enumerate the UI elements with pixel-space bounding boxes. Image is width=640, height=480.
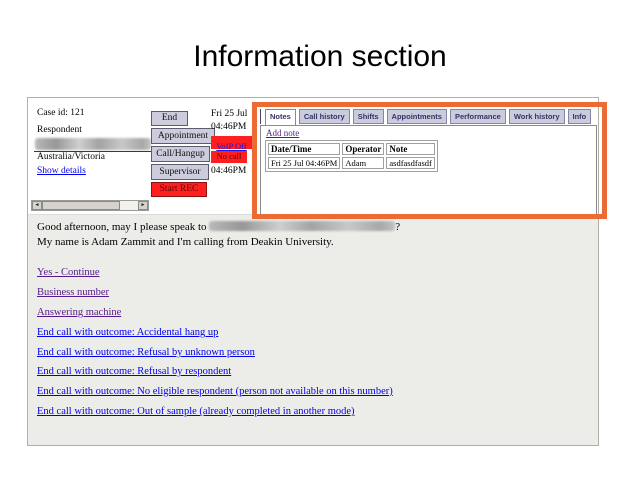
- notes-header-note: Note: [386, 143, 434, 155]
- note-operator-cell: Adam: [342, 157, 384, 169]
- respondent-label: Respondent: [37, 125, 82, 135]
- outcome-link-refusal-respondent[interactable]: End call with outcome: Refusal by respondent: [37, 366, 232, 377]
- script-intro-line: [37, 221, 400, 233]
- notes-table-header-row: [268, 143, 435, 155]
- outcome-link-out-of-sample[interactable]: End call with outcome: Out of sample (already completed in another mode): [37, 406, 355, 417]
- location-text: Australia/Victoria: [37, 152, 106, 162]
- scrollbar-track[interactable]: [120, 201, 138, 210]
- outcome-link-answering-machine[interactable]: Answering machine: [37, 307, 122, 318]
- tab-call-history[interactable]: Call history: [299, 109, 350, 124]
- notes-panel: [260, 125, 597, 218]
- outcome-link-business-number[interactable]: Business number: [37, 287, 110, 298]
- voip-toggle-link[interactable]: VoIP Off: [216, 141, 247, 151]
- call-time-bottom: 04:46PM: [211, 166, 247, 176]
- end-button[interactable]: End: [151, 111, 188, 126]
- page-title: Information section: [193, 40, 447, 73]
- appointment-button[interactable]: Appointment: [151, 128, 215, 144]
- no-call-status-badge: No call: [211, 151, 247, 163]
- respondent-name-redacted: [35, 138, 151, 150]
- tabbar-left-tick: [260, 109, 261, 124]
- outcome-link-accidental-hangup[interactable]: End call with outcome: Accidental hang up: [37, 327, 219, 338]
- scrollbar-thumb[interactable]: [42, 201, 120, 210]
- outcome-link-no-eligible-respondent[interactable]: End call with outcome: No eligible respondent (person not available on this number): [37, 386, 393, 397]
- tab-notes[interactable]: Notes: [265, 109, 296, 125]
- tab-appointments[interactable]: Appointments: [387, 109, 447, 124]
- respondent-name-redacted-inline: [209, 221, 395, 231]
- outcome-link-yes-continue[interactable]: Yes - Continue: [37, 267, 100, 278]
- call-date: Fri 25 Jul: [211, 109, 248, 119]
- note-datetime-cell: Fri 25 Jul 04:46PM: [268, 157, 340, 169]
- call-time-top: 04:46PM: [211, 122, 247, 132]
- notes-header-datetime: Date/Time: [268, 143, 340, 155]
- scroll-right-icon[interactable]: ►: [138, 201, 148, 210]
- tab-shifts[interactable]: Shifts: [353, 109, 384, 124]
- voip-status-badge: [211, 136, 252, 149]
- scroll-left-icon[interactable]: ◄: [32, 201, 42, 210]
- info-tabbar: [260, 109, 591, 124]
- script-frame: [28, 214, 598, 445]
- notes-header-operator: Operator: [342, 143, 384, 155]
- case-id-text: Case id: 121: [37, 108, 85, 118]
- note-text-cell: asdfasdfasdf: [386, 157, 434, 169]
- script-intro-prefix: Good afternoon, may I please speak to: [37, 221, 210, 233]
- table-row: [268, 157, 435, 169]
- script-identity-line: My name is Adam Zammit and I'm calling from Deakin University.: [37, 236, 334, 248]
- tab-performance[interactable]: Performance: [450, 109, 506, 124]
- script-intro-suffix: ?: [395, 221, 401, 233]
- call-hangup-button[interactable]: Call/Hangup: [151, 146, 210, 162]
- outcome-link-refusal-unknown[interactable]: End call with outcome: Refusal by unknown person: [37, 347, 255, 358]
- start-rec-button[interactable]: Start REC: [151, 182, 207, 197]
- notes-table: [265, 140, 438, 172]
- show-details-link[interactable]: Show details: [37, 166, 86, 176]
- tab-info[interactable]: Info: [568, 109, 592, 124]
- supervisor-button[interactable]: Supervisor: [151, 164, 209, 180]
- horizontal-scrollbar[interactable]: [31, 200, 149, 211]
- tab-work-history[interactable]: Work history: [509, 109, 565, 124]
- app-screenshot: [27, 97, 599, 446]
- add-note-link[interactable]: Add note: [266, 128, 300, 138]
